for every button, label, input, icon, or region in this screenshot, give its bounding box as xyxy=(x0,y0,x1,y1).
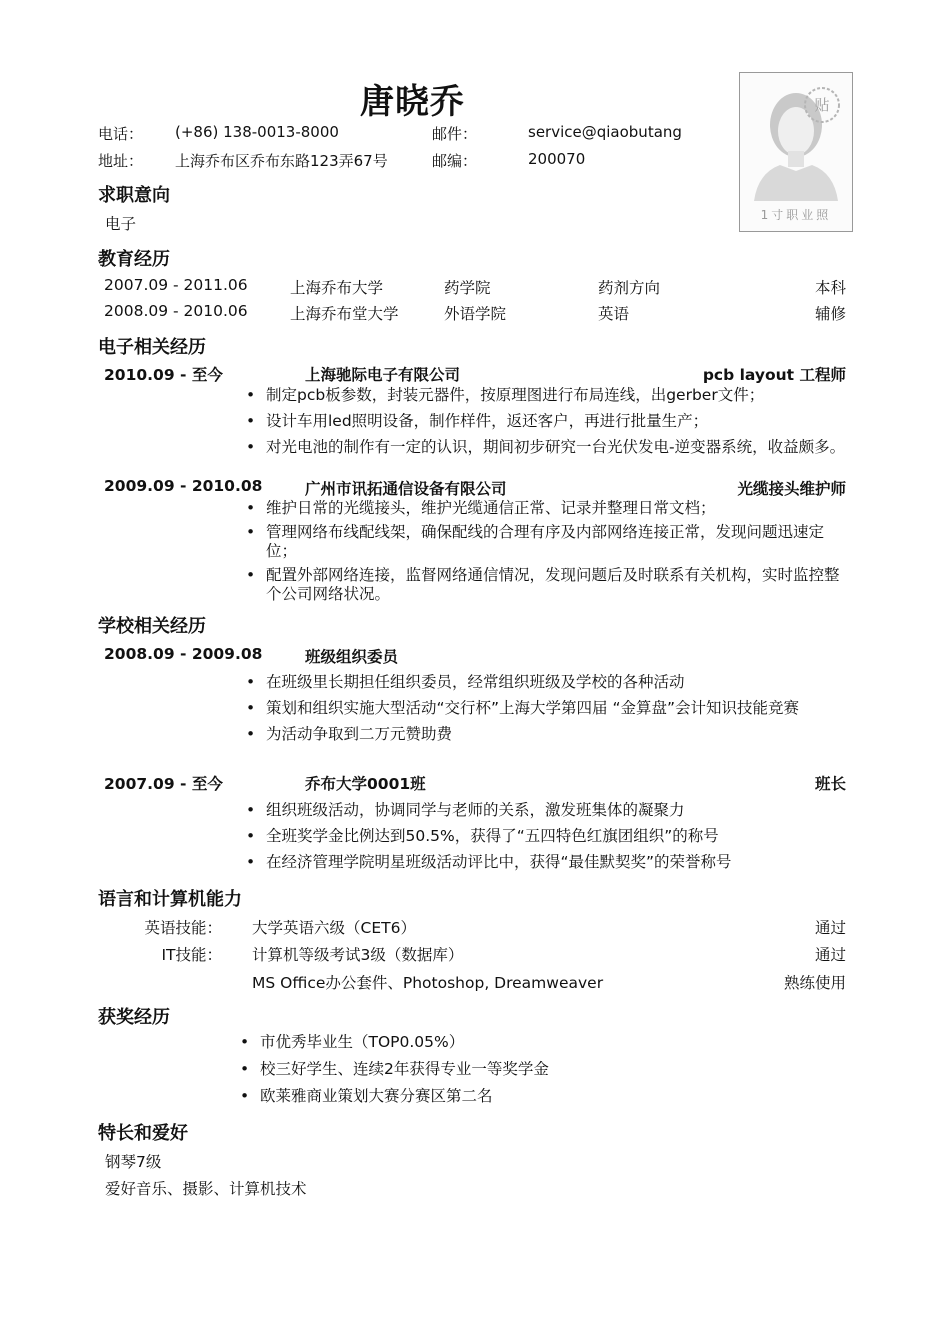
work-period: 2009.09 - 2010.08 xyxy=(104,477,263,495)
list-item: • 设计车用led照明设备，制作样件，返还客户，再进行批量生产； xyxy=(246,412,709,430)
edu-school: 上海乔布大学 xyxy=(290,279,384,297)
list-item: • 策划和组织实施大型活动“交行杯”上海大学第四届 “金算盘”会计知识技能竞赛 xyxy=(246,699,800,717)
section-title-awards: 获奖经历 xyxy=(98,1007,170,1028)
work-company: 广州市讯拓通信设备有限公司 xyxy=(305,480,507,498)
list-item: • 对光电池的制作有一定的认识，期间初步研究一台光伏发电-逆变器系统，收益颇多。 xyxy=(246,438,846,456)
work-bullet-list xyxy=(246,499,854,604)
list-item: • 在经济管理学院明星班级活动评比中，获得“最佳默契奖”的荣誉称号 xyxy=(246,853,732,871)
list-item: • 市优秀毕业生（TOP0.05%） xyxy=(240,1033,465,1051)
bullet-icon: • xyxy=(246,853,256,871)
skill-item: MS Office办公套件、Photoshop, Dreamweaver xyxy=(252,974,604,992)
school-bullet-list xyxy=(246,801,854,872)
work-title: 光缆接头维护师 xyxy=(737,480,846,498)
photo-stamp: 贴 xyxy=(814,96,830,114)
section-title-hobbies: 特长和爱好 xyxy=(98,1123,188,1144)
bullet-icon: • xyxy=(246,725,256,743)
photo-caption: 1寸职业照 xyxy=(760,208,832,222)
work-period: 2010.09 - 至今 xyxy=(104,366,223,384)
work-bullet-list xyxy=(246,386,854,457)
phone-label: 电话： xyxy=(98,125,144,143)
skill-item: 计算机等级考试3级（数据库） xyxy=(252,946,464,964)
list-item: • 校三好学生、连续2年获得专业一等奖学金 xyxy=(240,1060,549,1078)
skill-label: IT技能： xyxy=(161,946,222,964)
address-label: 地址： xyxy=(98,152,144,170)
skill-label: 英语技能： xyxy=(144,919,222,937)
bullet-icon: • xyxy=(246,438,256,456)
bullet-icon: • xyxy=(246,699,256,717)
skill-level: 通过 xyxy=(814,919,846,937)
awards-list xyxy=(240,1033,848,1106)
bullet-icon: • xyxy=(246,412,256,430)
section-title-education: 教育经历 xyxy=(98,249,170,270)
skill-item: 大学英语六级（CET6） xyxy=(252,919,416,937)
bullet-icon: • xyxy=(246,499,256,517)
section-title-school: 学校相关经历 xyxy=(98,616,206,637)
photo-placeholder xyxy=(739,72,853,232)
bullet-icon: • xyxy=(246,801,256,819)
edu-college: 药学院 xyxy=(444,279,491,297)
school-period: 2007.09 - 至今 xyxy=(104,775,223,793)
list-item: • 维护日常的光缆接头，维护光缆通信正常、记录并整理日常文档； xyxy=(246,499,716,517)
edu-degree: 本科 xyxy=(814,279,846,297)
bullet-icon: • xyxy=(240,1060,250,1078)
edu-period: 2007.09 - 2011.06 xyxy=(104,276,248,294)
phone-value: (+86) 138-0013-8000 xyxy=(175,123,339,141)
list-item: • 为活动争取到二万元赞助费 xyxy=(246,725,453,743)
list-item: • 组织班级活动，协调同学与老师的关系，激发班集体的凝聚力 xyxy=(246,801,685,819)
hobby-item: 爱好音乐、摄影、计算机技术 xyxy=(105,1180,307,1198)
school-period: 2008.09 - 2009.08 xyxy=(104,645,263,663)
bullet-icon: • xyxy=(240,1033,250,1051)
list-item: • 在班级里长期担任组织委员，经常组织班级及学校的各种活动 xyxy=(246,673,685,691)
school-role: 班长 xyxy=(814,775,846,793)
school-org: 乔布大学0001班 xyxy=(305,775,426,793)
work-company: 上海驰际电子有限公司 xyxy=(305,366,461,384)
skill-level: 熟练使用 xyxy=(783,974,846,992)
bullet-icon: • xyxy=(246,386,256,404)
bullet-icon: • xyxy=(246,523,256,541)
bullet-icon: • xyxy=(246,566,256,584)
list-item: • 配置外部网络连接，监督网络通信情况，发现问题后及时联系有关机构，实时监控整个公司网络状况。 xyxy=(246,566,840,603)
list-item: • 管理网络布线配线架，确保配线的合理有序及内部网络连接正常，发现问题迅速定位； xyxy=(246,523,825,560)
edu-major: 药剂方向 xyxy=(598,279,661,297)
email-value: service@qiaobutang xyxy=(528,123,682,141)
school-bullet-list xyxy=(246,673,854,744)
bullet-icon: • xyxy=(240,1087,250,1105)
list-item: • 欧莱雅商业策划大赛分赛区第二名 xyxy=(240,1087,493,1105)
edu-major: 英语 xyxy=(598,305,630,323)
edu-school: 上海乔布堂大学 xyxy=(290,305,399,323)
edu-college: 外语学院 xyxy=(444,305,507,323)
list-item: • 制定pcb板参数，封装元器件，按原理图进行布局连线，出gerber文件； xyxy=(246,386,765,404)
edu-degree: 辅修 xyxy=(814,305,846,323)
hobby-item: 钢琴7级 xyxy=(105,1153,162,1171)
skill-level: 通过 xyxy=(814,946,846,964)
section-title-work: 电子相关经历 xyxy=(98,337,206,358)
section-title-skills: 语言和计算机能力 xyxy=(98,889,242,910)
section-title-intent: 求职意向 xyxy=(98,185,170,206)
intent-value: 电子 xyxy=(105,215,137,233)
zip-value: 200070 xyxy=(528,150,586,168)
email-label: 邮件： xyxy=(432,125,478,143)
zip-label: 邮编： xyxy=(432,152,478,170)
bullet-icon: • xyxy=(246,827,256,845)
work-title: pcb layout 工程师 xyxy=(702,366,846,384)
address-value: 上海乔布区乔布东路123弄67号 xyxy=(175,152,388,170)
list-item: • 全班奖学金比例达到50.5%，获得了“五四特色红旗团组织”的称号 xyxy=(246,827,719,845)
bullet-icon: • xyxy=(246,673,256,691)
edu-period: 2008.09 - 2010.06 xyxy=(104,302,248,320)
school-org: 班级组织委员 xyxy=(305,648,399,666)
resume-name: 唐晓乔 xyxy=(360,82,465,122)
